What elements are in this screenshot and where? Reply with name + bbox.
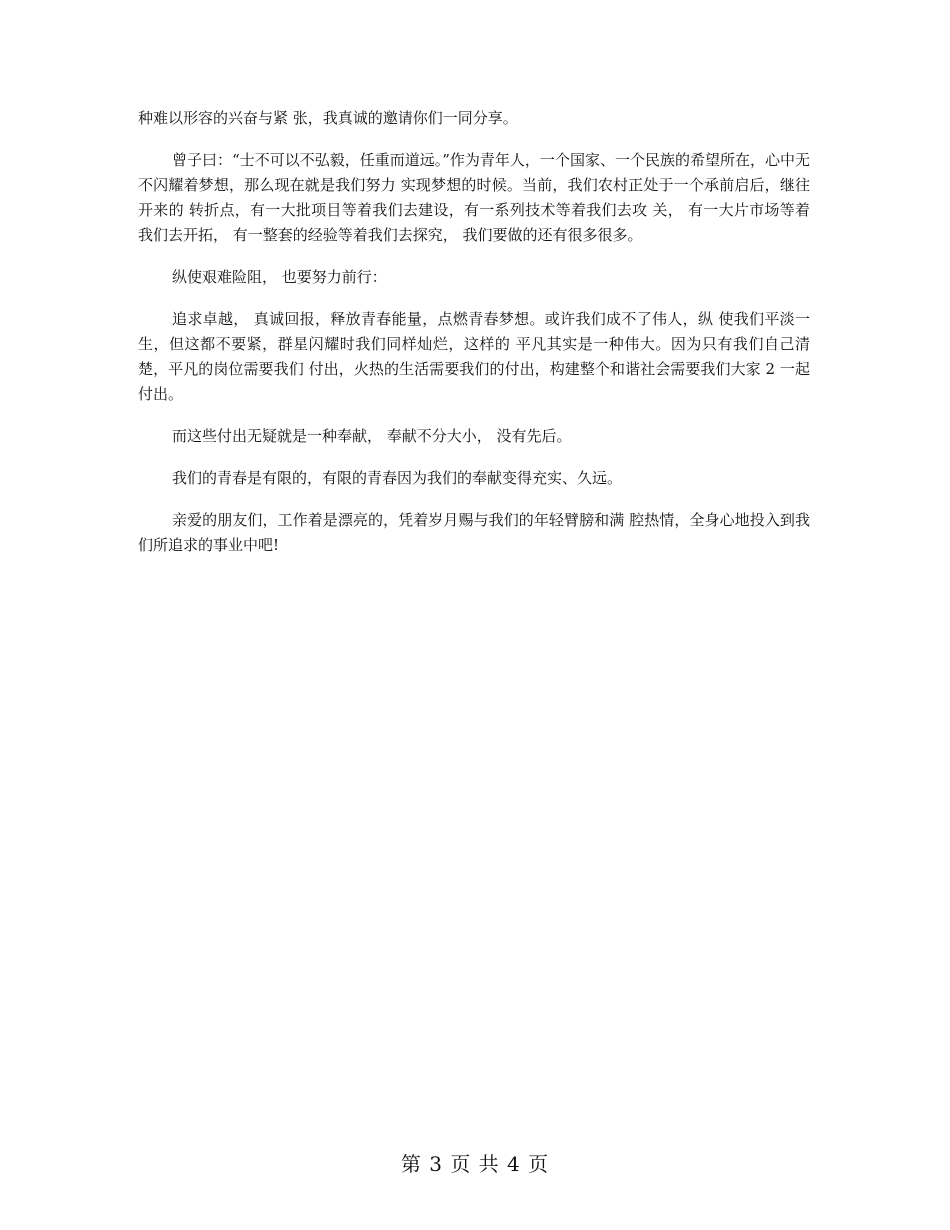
paragraph-7: 亲爱的朋友们，工作着是漂亮的，凭着岁月赐与我们的年轻臂膀和满 腔热情，全身心地投入到我们所追求的事业中吧! xyxy=(138,511,810,554)
page-number-footer: 第 3 页 共 4 页 xyxy=(400,1152,550,1176)
document-body xyxy=(138,106,810,575)
paragraph-6: 我们的青春是有限的，有限的青春因为我们的奉献变得充实、久远。 xyxy=(172,469,623,487)
paragraph-5: 而这些付出无疑就是一种奉献， 奉献不分大小， 没有先后。 xyxy=(172,427,572,445)
paragraph-2: 曾子曰：“士不可以不弘毅，任重而道远。”作为青年人，一个国家、一个民族的希望所在，心中无不闪耀着梦想，那么现在就是我们努力 实现梦想的时候。当前，我们农村正处于一个承前启后，继往开来的 转折点，有一大批项目等着我们去建设，有一系列技术等着我们去攻 关， 有一大片市场等着我们去开拓， 有一整套的经验等着我们去探究， 我们要做的还有很多很多。 xyxy=(138,151,810,244)
paragraph-1: 种难以形容的兴奋与紧 张，我真诚的邀请你们一同分享。 xyxy=(138,109,518,127)
paragraph-3: 纵使艰难险阻， 也要努力前行： xyxy=(172,268,387,286)
paragraph-4: 追求卓越， 真诚回报，释放青春能量，点燃青春梦想。或许我们成不了伟人，纵 使我们平淡一生，但这都不要紧，群星闪耀时我们同样灿烂，这样的 平凡其实是一种伟大。因为只有我们自己清楚，平凡的岗位需要我们 付出，火热的生活需要我们的付出，构建整个和谐社会需要我们大家 2 一起付出。 xyxy=(138,310,810,403)
